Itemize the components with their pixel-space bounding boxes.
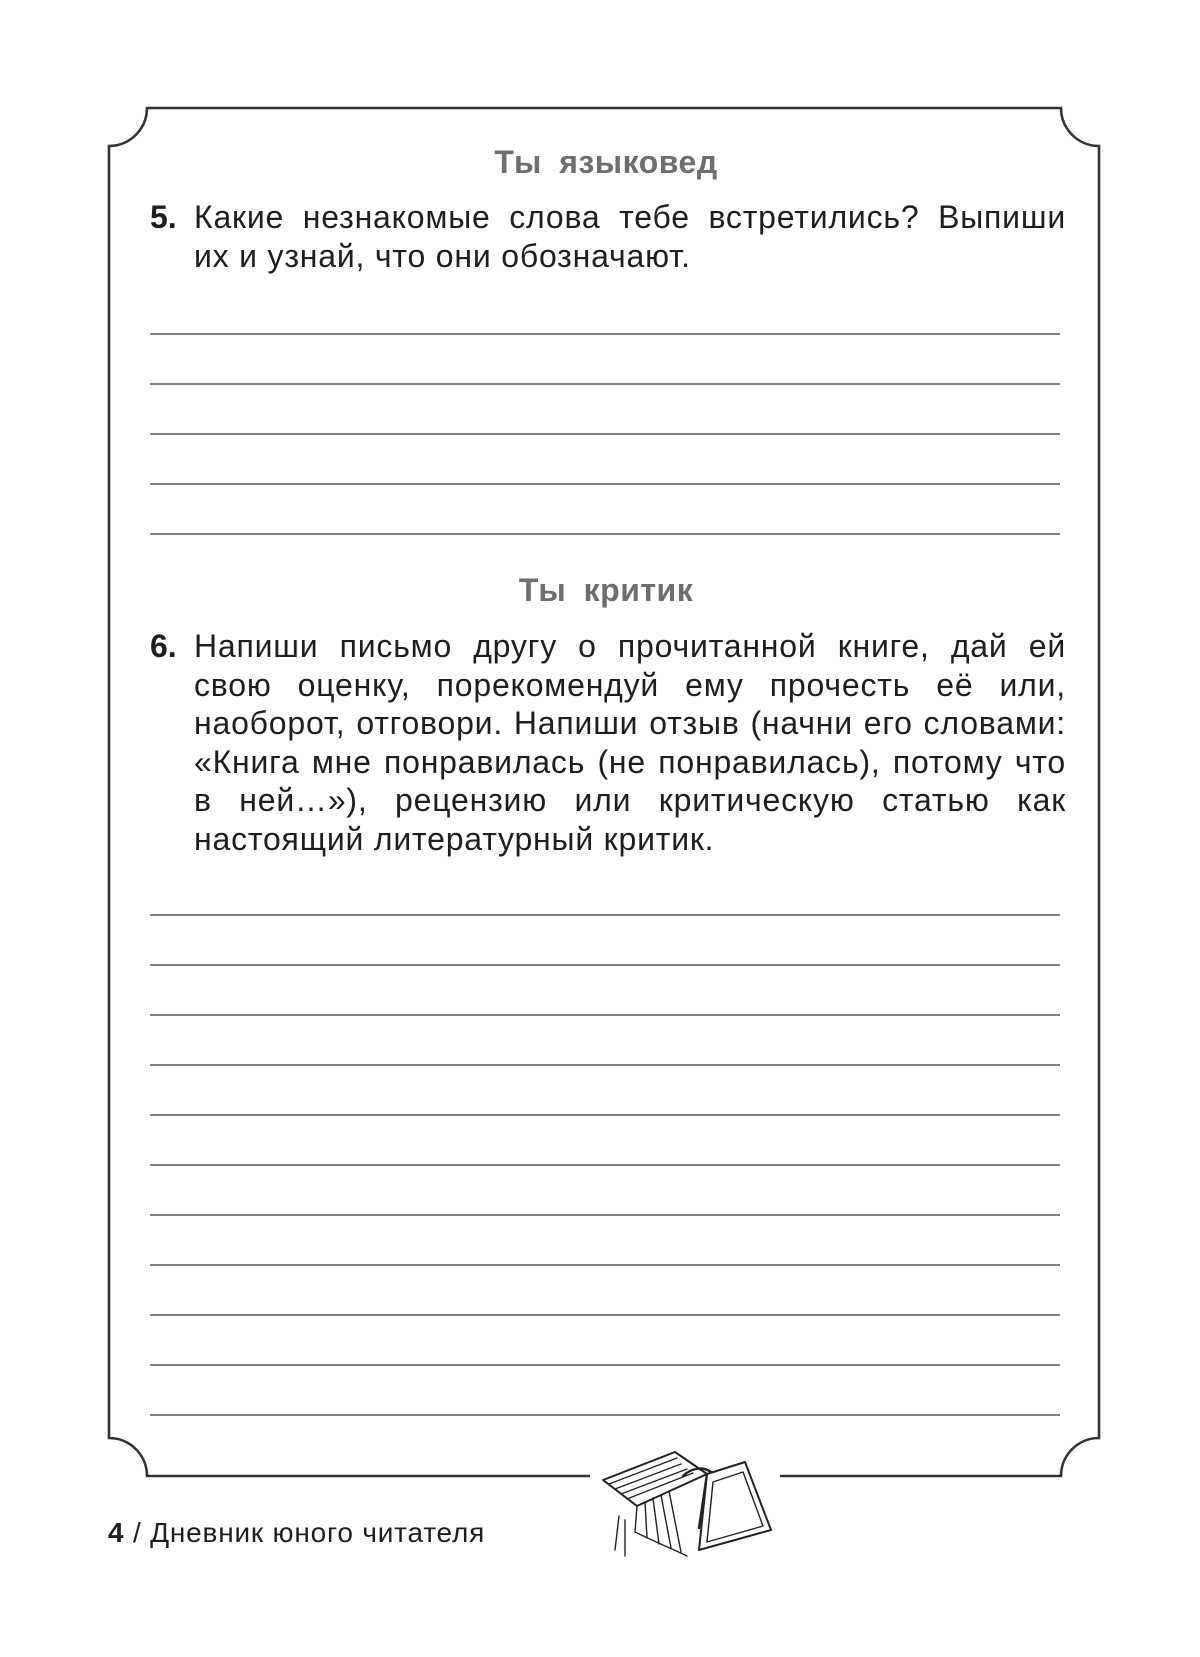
task-number: 6. bbox=[150, 628, 177, 664]
task-text: Напиши письмо другу о прочитанной книге, дай ей свою оценку, порекомендуй ему прочесть её или, наоборот, отговори. Напиши отзыв (начни его словами: «Книга мне понравилась (не понравилась), потому что в ней…»), рецензию или критическую статью как настоящий литературный критик. bbox=[194, 628, 1066, 857]
book-title: Дневник юного читателя bbox=[150, 1517, 486, 1548]
page-number: 4 bbox=[108, 1517, 125, 1548]
section-title-critic: Ты критик bbox=[518, 572, 694, 608]
task-text: Какие незнакомые слова тебе встретились? Выпиши их и узнай, что они обозначают. bbox=[194, 199, 1066, 274]
answer-lines-task-6 bbox=[150, 915, 1060, 1415]
answer-lines-task-5 bbox=[150, 334, 1060, 534]
task-number: 5. bbox=[150, 199, 177, 235]
section-title-linguist: Ты языковед bbox=[494, 144, 718, 180]
page-footer bbox=[108, 1516, 485, 1550]
footer-separator: / bbox=[132, 1517, 142, 1548]
open-book-icon bbox=[595, 1432, 795, 1572]
